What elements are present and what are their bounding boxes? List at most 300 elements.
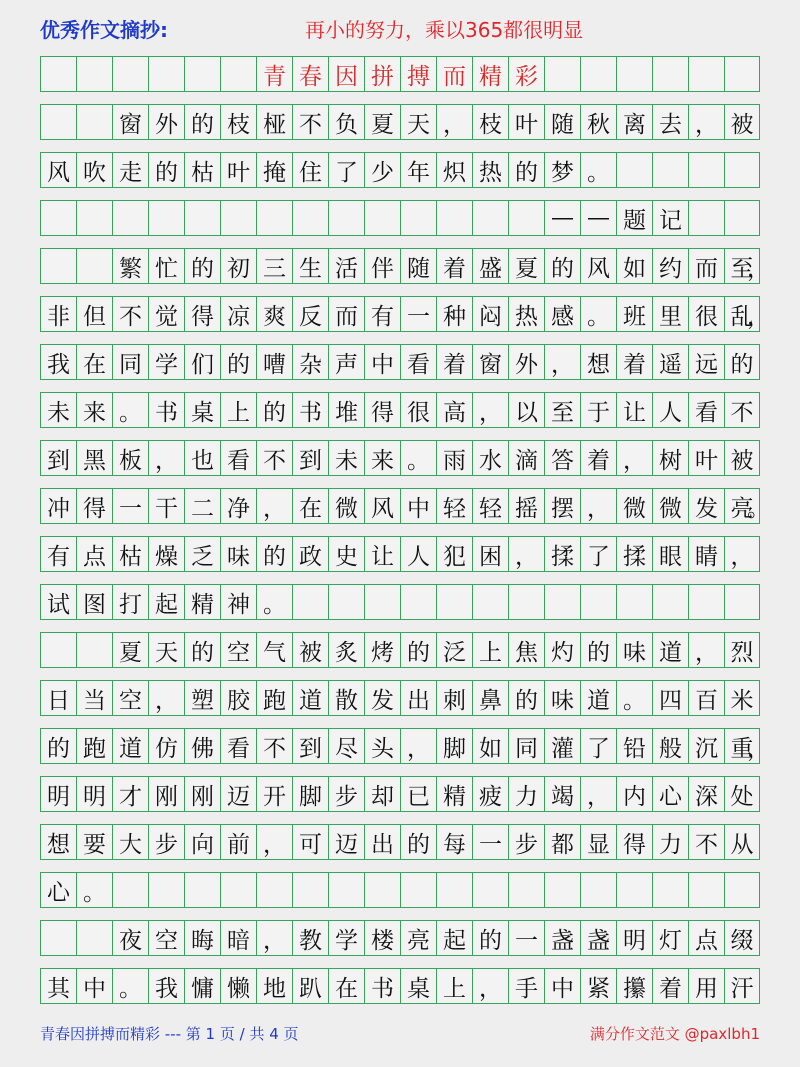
grid-cell: ， [148, 681, 184, 715]
grid-cell: 的 [508, 681, 544, 715]
grid-cell: 的 [256, 393, 292, 427]
grid-cell: 的 [724, 345, 760, 379]
grid-cell: 已 [400, 777, 436, 811]
grid-cell [292, 585, 328, 619]
grid-cell: 楼 [364, 921, 400, 955]
grid-cell [580, 57, 616, 91]
essay-line [40, 968, 760, 1004]
grid-cell: ， [724, 537, 760, 571]
grid-cell: 觉 [148, 297, 184, 331]
grid-cell: ， [580, 489, 616, 523]
grid-cell: 炽 [436, 153, 472, 187]
grid-cell: 叶 [220, 153, 256, 187]
grid-cell [148, 201, 184, 235]
grid-cell: 道 [112, 729, 148, 763]
grid-cell: 步 [328, 777, 364, 811]
grid-cell: 焦 [508, 633, 544, 667]
grid-cell: 上 [472, 633, 508, 667]
grid-cell: 夏 [112, 633, 148, 667]
grid-cell: 如 [616, 249, 652, 283]
grid-cell: 至 ， [724, 249, 760, 283]
grid-cell: 发 [688, 489, 724, 523]
grid-cell: 了 [580, 729, 616, 763]
grid-cell: 前 [220, 825, 256, 859]
grid-cell: 离 [616, 105, 652, 139]
grid-cell: 佛 [184, 729, 220, 763]
grid-cell [220, 201, 256, 235]
grid-cell: 一 [112, 489, 148, 523]
grid-cell: 的 [40, 729, 76, 763]
grid-cell: 燥 [148, 537, 184, 571]
grid-cell: 迈 [328, 825, 364, 859]
grid-cell: 内 [616, 777, 652, 811]
grid-cell [220, 57, 256, 91]
grid-cell: 的 [184, 105, 220, 139]
essay-line [40, 248, 770, 284]
grid-cell: 要 [76, 825, 112, 859]
grid-cell: 明 [616, 921, 652, 955]
grid-cell: 。 [400, 441, 436, 475]
grid-cell: 深 [688, 777, 724, 811]
grid-cell: 去 [652, 105, 688, 139]
grid-cell: 班 [616, 297, 652, 331]
grid-cell: 暗 [220, 921, 256, 955]
grid-cell: 至 [544, 393, 580, 427]
grid-cell: 看 [220, 441, 256, 475]
grid-cell: 秋 [580, 105, 616, 139]
essay-line [40, 920, 760, 956]
grid-cell: 手 [508, 969, 544, 1003]
grid-cell: ， [472, 969, 508, 1003]
grid-cell: 到 [40, 441, 76, 475]
grid-cell: 杂 [292, 345, 328, 379]
grid-cell: 学 [148, 345, 184, 379]
grid-cell: 刺 [436, 681, 472, 715]
grid-cell: 中 [544, 969, 580, 1003]
grid-cell: 很 [688, 297, 724, 331]
grid-cell: 气 [256, 633, 292, 667]
grid-cell: 用 [688, 969, 724, 1003]
grid-cell: 上 [436, 969, 472, 1003]
grid-cell: 史 [328, 537, 364, 571]
grid-cell [652, 153, 688, 187]
essay-line [40, 152, 760, 188]
grid-cell: 来 [364, 441, 400, 475]
grid-cell: 同 [112, 345, 148, 379]
footer-source: 满分作文范文 @paxlbh1 [589, 1025, 760, 1043]
grid-cell: 疲 [472, 777, 508, 811]
grid-cell: 晦 [184, 921, 220, 955]
grid-cell: 紧 [580, 969, 616, 1003]
grid-cell: 揉 [616, 537, 652, 571]
grid-cell: 不 [724, 393, 760, 427]
grid-cell: 着 [616, 345, 652, 379]
grid-cell: 汗 [724, 969, 760, 1003]
grid-cell: 摆 [544, 489, 580, 523]
grid-cell: 可 [292, 825, 328, 859]
grid-cell: 我 [148, 969, 184, 1003]
grid-cell [40, 105, 76, 139]
grid-cell: 很 [400, 393, 436, 427]
grid-cell: 但 [76, 297, 112, 331]
overflow-punctuation: ， [747, 255, 770, 282]
footer-page-info: 青春因拼搏而精彩 --- 第 1 页 / 共 4 页 [40, 1025, 299, 1043]
grid-cell: 睛 [688, 537, 724, 571]
grid-cell: 而 [436, 57, 472, 91]
grid-cell: 竭 [544, 777, 580, 811]
grid-cell: 大 [112, 825, 148, 859]
grid-cell [328, 201, 364, 235]
grid-cell: 出 [400, 681, 436, 715]
grid-cell: 被 [724, 105, 760, 139]
grid-cell: 枝 [472, 105, 508, 139]
grid-cell: 反 [292, 297, 328, 331]
grid-cell: 攥 [616, 969, 652, 1003]
grid-cell: 干 [148, 489, 184, 523]
grid-cell: 味 [544, 681, 580, 715]
grid-cell: 外 [508, 345, 544, 379]
grid-cell: 精 [184, 585, 220, 619]
grid-cell: 当 [76, 681, 112, 715]
grid-cell [652, 57, 688, 91]
grid-cell: 书 [364, 969, 400, 1003]
grid-cell: 每 [436, 825, 472, 859]
grid-cell [292, 873, 328, 907]
grid-cell: 。 [580, 297, 616, 331]
grid-cell [184, 201, 220, 235]
grid-cell: 上 [220, 393, 256, 427]
grid-cell: 了 [328, 153, 364, 187]
grid-cell: 看 [220, 729, 256, 763]
grid-cell: 点 [688, 921, 724, 955]
grid-cell: 枯 [184, 153, 220, 187]
grid-cell: 鼻 [472, 681, 508, 715]
grid-cell: 掩 [256, 153, 292, 187]
essay-line [40, 296, 770, 332]
grid-cell: 的 [184, 249, 220, 283]
grid-cell: 的 [184, 633, 220, 667]
grid-cell: 心 [40, 873, 76, 907]
grid-cell: 精 [472, 57, 508, 91]
essay-line [40, 104, 760, 140]
grid-cell: 负 [328, 105, 364, 139]
grid-cell: 。 [76, 873, 112, 907]
essay-line [40, 584, 760, 620]
grid-cell [148, 873, 184, 907]
grid-cell: 水 [472, 441, 508, 475]
grid-cell: 以 [508, 393, 544, 427]
grid-cell [328, 873, 364, 907]
grid-cell: 。 [112, 393, 148, 427]
grid-cell: 到 [292, 441, 328, 475]
grid-cell: 风 [364, 489, 400, 523]
essay-line [40, 728, 770, 764]
grid-cell: 也 [184, 441, 220, 475]
grid-cell: 约 [652, 249, 688, 283]
grid-cell: 道 [580, 681, 616, 715]
grid-cell: 微 [652, 489, 688, 523]
grid-cell: 困 [472, 537, 508, 571]
grid-cell [544, 57, 580, 91]
grid-cell: 灯 [652, 921, 688, 955]
essay-line [40, 824, 760, 860]
grid-cell: 跑 [76, 729, 112, 763]
grid-cell: 趴 [292, 969, 328, 1003]
grid-cell: — [580, 201, 616, 235]
grid-cell [328, 585, 364, 619]
grid-cell: 春 [292, 57, 328, 91]
grid-cell: 让 [616, 393, 652, 427]
grid-cell: 得 [76, 489, 112, 523]
grid-cell [40, 201, 76, 235]
grid-cell [688, 201, 724, 235]
grid-cell: 不 [688, 825, 724, 859]
grid-cell: 铅 [616, 729, 652, 763]
grid-cell: 三 [256, 249, 292, 283]
grid-cell: 道 [292, 681, 328, 715]
grid-cell: 跑 [256, 681, 292, 715]
grid-cell: 得 [364, 393, 400, 427]
grid-cell [256, 201, 292, 235]
grid-cell: 风 [40, 153, 76, 187]
grid-cell: 一 [472, 825, 508, 859]
grid-cell: ， [256, 921, 292, 955]
grid-cell: 烈 [724, 633, 760, 667]
grid-cell: 神 [220, 585, 256, 619]
grid-cell: 起 [436, 921, 472, 955]
overflow-punctuation: ， [747, 735, 770, 762]
grid-cell: 空 [112, 681, 148, 715]
grid-cell: 处 [724, 777, 760, 811]
essay-line [40, 344, 760, 380]
essay-line [40, 440, 760, 476]
grid-cell: 在 [292, 489, 328, 523]
grid-cell: 的 [256, 537, 292, 571]
grid-cell: 。 [256, 585, 292, 619]
grid-cell: 在 [76, 345, 112, 379]
grid-cell: 亮 。 [724, 489, 760, 523]
grid-cell: 塑 [184, 681, 220, 715]
grid-cell: 胶 [220, 681, 256, 715]
grid-cell [544, 873, 580, 907]
grid-cell: 看 [400, 345, 436, 379]
grid-cell [724, 57, 760, 91]
grid-cell: ， [256, 489, 292, 523]
grid-cell: 夏 [508, 249, 544, 283]
grid-cell [616, 57, 652, 91]
grid-cell: 生 [292, 249, 328, 283]
grid-cell: 梦 [544, 153, 580, 187]
grid-cell: ， [688, 633, 724, 667]
grid-cell: 远 [688, 345, 724, 379]
grid-cell: 而 [328, 297, 364, 331]
grid-cell [724, 873, 760, 907]
grid-cell: 四 [652, 681, 688, 715]
grid-cell: 外 [148, 105, 184, 139]
grid-cell: 着 [580, 441, 616, 475]
essay-line [40, 632, 760, 668]
grid-cell: 搏 [400, 57, 436, 91]
grid-cell: 向 [184, 825, 220, 859]
grid-cell: 枯 [112, 537, 148, 571]
grid-cell: 看 [688, 393, 724, 427]
grid-cell [472, 201, 508, 235]
grid-cell: 盏 [544, 921, 580, 955]
grid-cell: 出 [364, 825, 400, 859]
grid-cell: 于 [580, 393, 616, 427]
grid-cell: 二 [184, 489, 220, 523]
grid-cell: 味 [616, 633, 652, 667]
grid-cell: 仿 [148, 729, 184, 763]
grid-cell [256, 873, 292, 907]
grid-cell: 灌 [544, 729, 580, 763]
grid-cell: 明 [76, 777, 112, 811]
grid-cell: 书 [292, 393, 328, 427]
grid-cell: 想 [580, 345, 616, 379]
grid-cell: 其 [40, 969, 76, 1003]
grid-cell: 的 [400, 825, 436, 859]
grid-cell: 般 [652, 729, 688, 763]
grid-cell: 烤 [364, 633, 400, 667]
grid-cell: 忙 [148, 249, 184, 283]
grid-cell: 却 [364, 777, 400, 811]
grid-cell: 热 [508, 297, 544, 331]
grid-cell: 嘈 [256, 345, 292, 379]
grid-cell: ， [148, 441, 184, 475]
grid-cell: 枝 [220, 105, 256, 139]
grid-cell [40, 921, 76, 955]
grid-cell: 得 [184, 297, 220, 331]
grid-cell: 随 [544, 105, 580, 139]
grid-cell: ， [436, 105, 472, 139]
grid-cell [436, 585, 472, 619]
grid-cell: 着 [436, 249, 472, 283]
grid-cell: ， [256, 825, 292, 859]
grid-cell: 人 [400, 537, 436, 571]
grid-cell: 非 [40, 297, 76, 331]
grid-cell [652, 873, 688, 907]
grid-cell: 头 [364, 729, 400, 763]
grid-cell: 盏 [580, 921, 616, 955]
grid-cell: 迈 [220, 777, 256, 811]
grid-cell: 少 [364, 153, 400, 187]
grid-cell: 从 [724, 825, 760, 859]
grid-cell: ， [508, 537, 544, 571]
grid-cell: 空 [148, 921, 184, 955]
grid-cell: 随 [400, 249, 436, 283]
grid-cell: 味 [220, 537, 256, 571]
grid-cell [112, 57, 148, 91]
grid-cell: 中 [76, 969, 112, 1003]
grid-cell: 摇 [508, 489, 544, 523]
grid-cell: 同 [508, 729, 544, 763]
grid-cell: 高 [436, 393, 472, 427]
grid-cell: 未 [328, 441, 364, 475]
grid-cell: 繁 [112, 249, 148, 283]
grid-cell: ， [544, 345, 580, 379]
grid-cell: 轻 [472, 489, 508, 523]
grid-cell: 滴 [508, 441, 544, 475]
grid-cell: 在 [328, 969, 364, 1003]
grid-cell [724, 585, 760, 619]
grid-cell: 中 [400, 489, 436, 523]
grid-cell: 一 [508, 921, 544, 955]
grid-cell [76, 201, 112, 235]
grid-cell: 都 [544, 825, 580, 859]
grid-cell: 炙 [328, 633, 364, 667]
grid-cell: 灼 [544, 633, 580, 667]
grid-cell: 轻 [436, 489, 472, 523]
grid-cell: 感 [544, 297, 580, 331]
grid-cell: 拼 [364, 57, 400, 91]
grid-cell: 心 [652, 777, 688, 811]
grid-cell: 闷 [472, 297, 508, 331]
grid-cell: 想 [40, 825, 76, 859]
grid-cell: 缀 [724, 921, 760, 955]
grid-cell: 凉 [220, 297, 256, 331]
grid-cell: 试 [40, 585, 76, 619]
grid-cell: 的 [400, 633, 436, 667]
essay-line [40, 392, 760, 428]
grid-cell [508, 201, 544, 235]
grid-cell: 重 ， [724, 729, 760, 763]
grid-cell [688, 57, 724, 91]
grid-cell: 刚 [148, 777, 184, 811]
grid-cell [184, 57, 220, 91]
grid-cell: 到 [292, 729, 328, 763]
grid-cell: 政 [292, 537, 328, 571]
grid-cell: 走 [112, 153, 148, 187]
grid-cell: 微 [328, 489, 364, 523]
grid-cell: 开 [256, 777, 292, 811]
grid-cell: 不 [112, 297, 148, 331]
grid-cell: 桌 [400, 969, 436, 1003]
grid-cell: 桠 [256, 105, 292, 139]
grid-cell: 沉 [688, 729, 724, 763]
grid-cell [76, 249, 112, 283]
grid-cell: 窗 [112, 105, 148, 139]
grid-cell [76, 633, 112, 667]
essay-line [40, 680, 760, 716]
grid-cell [364, 585, 400, 619]
grid-cell: 百 [688, 681, 724, 715]
grid-cell: 图 [76, 585, 112, 619]
grid-cell [76, 57, 112, 91]
header-label: 优秀作文摘抄: [40, 18, 168, 42]
grid-cell: 种 [436, 297, 472, 331]
grid-cell: 明 [40, 777, 76, 811]
grid-cell: 才 [112, 777, 148, 811]
grid-cell: 力 [652, 825, 688, 859]
grid-cell [580, 873, 616, 907]
grid-cell: 一 [400, 297, 436, 331]
grid-cell: 了 [580, 537, 616, 571]
grid-cell: 的 [148, 153, 184, 187]
grid-cell [436, 201, 472, 235]
grid-cell: 未 [40, 393, 76, 427]
grid-cell: 的 [220, 345, 256, 379]
grid-cell [508, 873, 544, 907]
grid-cell: ， [400, 729, 436, 763]
grid-cell: 散 [328, 681, 364, 715]
grid-cell: 的 [580, 633, 616, 667]
grid-cell: 揉 [544, 537, 580, 571]
grid-cell: 道 [652, 633, 688, 667]
grid-cell [364, 873, 400, 907]
grid-cell: 来 [76, 393, 112, 427]
grid-cell: ， [580, 777, 616, 811]
grid-cell: 打 [112, 585, 148, 619]
